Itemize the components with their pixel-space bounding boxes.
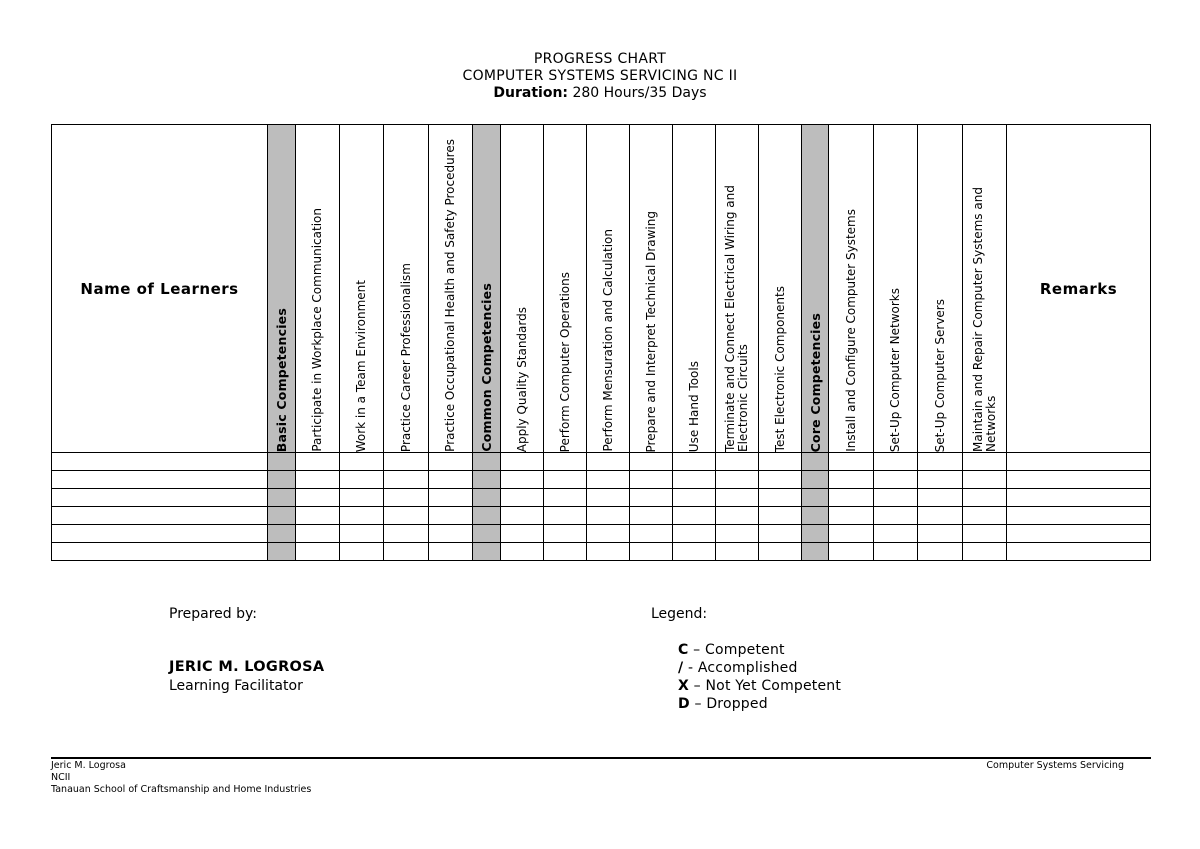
duration-value: 280 Hours/35 Days bbox=[572, 85, 707, 101]
col-perform-mensuration-and-calculation: Perform Mensuration and Calculation bbox=[587, 125, 630, 453]
footer-level: NCII bbox=[51, 772, 71, 783]
col-terminate-and-connect-wiring: Terminate and Connect Electrical Wiring and Electronic Circuits bbox=[716, 125, 759, 453]
col-use-hand-tools: Use Hand Tools bbox=[673, 125, 716, 453]
col-core-competencies: Core Competencies bbox=[802, 125, 829, 453]
table-row bbox=[52, 453, 1151, 471]
col-practice-ohs-procedures: Practice Occupational Health and Safety Procedures bbox=[429, 125, 473, 453]
col-practice-career-professionalism: Practice Career Professionalism bbox=[384, 125, 429, 453]
remarks-cell[interactable] bbox=[1007, 507, 1151, 525]
duration-label: Duration: bbox=[493, 85, 569, 101]
col-test-electronic-components: Test Electronic Components bbox=[759, 125, 802, 453]
col-work-in-a-team-environment: Work in a Team Environment bbox=[340, 125, 384, 453]
preparer-name: JERIC M. LOGROSA bbox=[169, 659, 325, 675]
table-row bbox=[52, 525, 1151, 543]
col-set-up-computer-networks: Set-Up Computer Networks bbox=[874, 125, 918, 453]
col-set-up-computer-servers: Set-Up Computer Servers bbox=[918, 125, 963, 453]
learner-name-cell[interactable] bbox=[52, 525, 268, 543]
duration-line bbox=[0, 85, 1200, 102]
footer-divider bbox=[51, 757, 1151, 759]
learner-name-cell[interactable] bbox=[52, 471, 268, 489]
col-basic-competencies: Basic Competencies bbox=[268, 125, 296, 453]
legend-item-competent: C – Competent bbox=[678, 642, 785, 658]
name-of-learners-header: Name of Learners bbox=[52, 125, 268, 453]
chart-title: PROGRESS CHART bbox=[533, 51, 667, 67]
col-participate-in-workplace-communication: Participate in Workplace Communication bbox=[296, 125, 340, 453]
col-prepare-and-interpret-technical-drawing: Prepare and Interpret Technical Drawing bbox=[630, 125, 673, 453]
remarks-cell[interactable] bbox=[1007, 489, 1151, 507]
col-maintain-and-repair: Maintain and Repair Computer Systems and Networks bbox=[963, 125, 1007, 453]
learner-name-cell[interactable] bbox=[52, 507, 268, 525]
learner-name-cell[interactable] bbox=[52, 489, 268, 507]
footer-course: Computer Systems Servicing bbox=[986, 760, 1124, 771]
legend-label: Legend: bbox=[651, 606, 708, 622]
table-row bbox=[52, 543, 1151, 561]
learner-name-cell[interactable] bbox=[52, 543, 268, 561]
header-row bbox=[52, 125, 1151, 453]
prepared-by-label: Prepared by: bbox=[169, 606, 257, 622]
progress-table bbox=[51, 124, 1151, 561]
title-block bbox=[0, 51, 1200, 102]
legend-list bbox=[678, 641, 841, 713]
legend-item-not-yet-competent: X – Not Yet Competent bbox=[678, 678, 842, 694]
col-install-and-configure-computer-systems: Install and Configure Computer Systems bbox=[829, 125, 874, 453]
footer-left bbox=[51, 760, 311, 796]
remarks-cell[interactable] bbox=[1007, 543, 1151, 561]
table-row bbox=[52, 471, 1151, 489]
col-apply-quality-standards: Apply Quality Standards bbox=[501, 125, 544, 453]
remarks-cell[interactable] bbox=[1007, 471, 1151, 489]
preparer-role: Learning Facilitator bbox=[169, 678, 303, 694]
table-row bbox=[52, 489, 1151, 507]
remarks-header: Remarks bbox=[1007, 125, 1151, 453]
table-row bbox=[52, 507, 1151, 525]
col-common-competencies: Common Competencies bbox=[473, 125, 501, 453]
legend-item-dropped: D – Dropped bbox=[678, 696, 768, 712]
course-title: COMPUTER SYSTEMS SERVICING NC II bbox=[462, 68, 738, 84]
remarks-cell[interactable] bbox=[1007, 453, 1151, 471]
learner-name-cell[interactable] bbox=[52, 453, 268, 471]
footer-author: Jeric M. Logrosa bbox=[51, 760, 126, 771]
col-perform-computer-operations: Perform Computer Operations bbox=[544, 125, 587, 453]
remarks-cell[interactable] bbox=[1007, 525, 1151, 543]
footer-school: Tanauan School of Craftsmanship and Home Industries bbox=[51, 784, 312, 795]
legend-item-accomplished: / - Accomplished bbox=[678, 660, 798, 676]
